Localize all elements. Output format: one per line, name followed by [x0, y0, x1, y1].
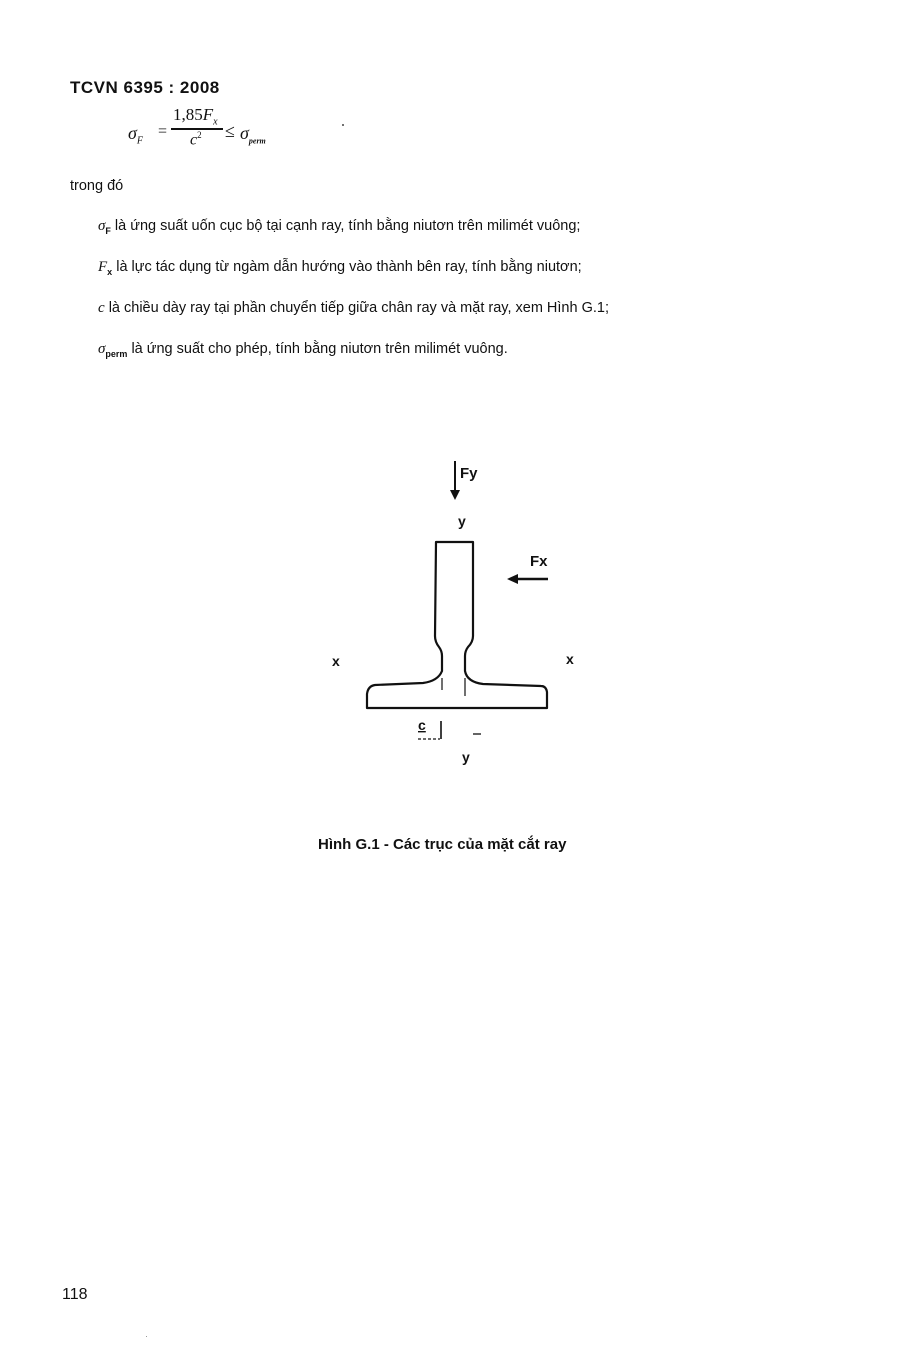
c-dimension-marks	[418, 721, 481, 739]
fy-label: Fy	[460, 465, 478, 482]
intro-text: trong đó	[70, 178, 124, 194]
c-dimension-label: c	[418, 717, 426, 733]
fx-arrow-icon	[507, 574, 548, 584]
formula-rhs: $\sigma_{perm}$	[240, 123, 266, 146]
definition-text: là chiều dày ray tại phần chuyển tiếp giữa chân ray và mặt ray, xem Hình G.1;	[104, 300, 609, 316]
rail-profile-outline	[367, 542, 547, 708]
fx-label: Fx	[530, 553, 548, 570]
formula-relation: ≤	[225, 121, 235, 141]
rail-section-figure	[320, 450, 610, 780]
y-axis-label-bottom: y	[462, 749, 470, 765]
definition-symbol: c	[98, 300, 105, 316]
definition-item	[98, 259, 582, 277]
scan-speck	[342, 124, 344, 126]
definition-symbol: $F_x$	[98, 259, 113, 277]
standard-header: TCVN 6395 : 2008	[70, 78, 220, 97]
formula-equals: =	[158, 123, 168, 140]
formula-numerator: $1,85F_x$	[173, 105, 218, 128]
page-number: 118	[62, 1286, 88, 1303]
figure-caption: Hình G.1 - Các trục của mặt cắt ray	[318, 836, 567, 853]
definition-text: là lực tác dụng từ ngàm dẫn hướng vào thành bên ray, tính bằng niutơn;	[112, 259, 582, 275]
stress-formula	[128, 103, 328, 163]
formula-lhs: $\sigma_F$	[128, 123, 143, 147]
rail-section-drawing	[320, 450, 610, 780]
fy-arrow-icon	[450, 461, 460, 500]
definition-symbol: $\sigma_{perm}$	[98, 341, 128, 359]
y-axis-label-top: y	[458, 513, 466, 529]
definition-text: là ứng suất uốn cục bộ tại cạnh ray, tính bằng niutơn trên milimét vuông;	[110, 218, 581, 234]
definition-item	[98, 218, 580, 236]
formula-denominator: $c^2$	[190, 130, 202, 149]
x-axis-label-right: x	[566, 651, 574, 667]
definition-text: là ứng suất cho phép, tính bằng niutơn trên milimét vuông.	[127, 341, 508, 357]
definition-item	[98, 341, 508, 359]
scan-speck	[146, 1336, 147, 1337]
definition-symbol: $\sigma_F$	[98, 218, 111, 236]
x-axis-label-left: x	[332, 653, 340, 669]
definition-item	[98, 300, 609, 318]
